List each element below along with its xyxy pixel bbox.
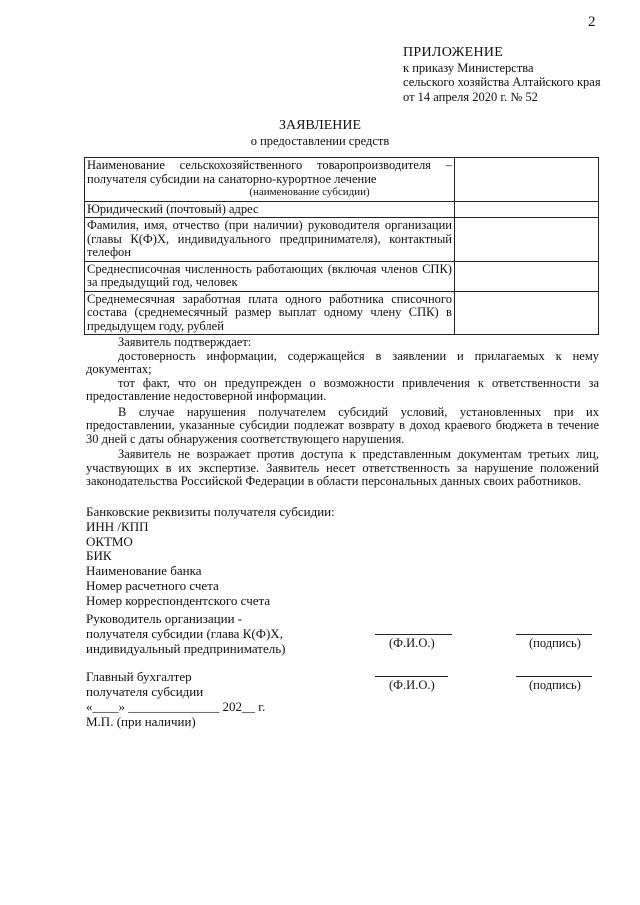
table-cell-value[interactable] — [454, 218, 598, 262]
table-row — [85, 291, 599, 335]
table-cell-label: Среднемесячная заработная плата одного работника списочного состава (среднемесячный размер выплат одному члену СПК) в предыдущем году, рублей — [85, 291, 455, 335]
bank-details-title: Банковские реквизиты получателя субсидии: — [86, 504, 335, 519]
head-signer-line: Руководитель организации - — [86, 611, 243, 626]
table-cell-label: Юридический (почтовый) адрес — [85, 201, 455, 218]
appendix-line: от 14 апреля 2020 г. № 52 — [403, 89, 538, 104]
bank-field: БИК — [86, 548, 112, 564]
confirms-heading: Заявитель подтверждает: — [118, 335, 252, 349]
appendix-line: сельского хозяйства Алтайского края — [403, 75, 601, 89]
signature-line[interactable] — [516, 634, 592, 635]
fio-line[interactable] — [375, 634, 452, 635]
table-cell-value[interactable] — [454, 201, 598, 218]
signature-block — [86, 612, 286, 730]
date-line: «____» ______________ 202__ г. — [86, 698, 266, 714]
document-subtitle: о предоставлении средств — [250, 134, 390, 148]
fio-caption: (Ф.И.О.) — [389, 678, 435, 692]
appendix-line: к приказу Министерства — [403, 60, 534, 75]
declaration-paragraph: тот факт, что он предупрежден о возможности привлечения к ответственности за предоставление недостоверной информации. — [86, 375, 599, 403]
table-row — [85, 158, 599, 202]
signature-caption: (подпись) — [529, 636, 581, 650]
table-cell-label: Среднесписочная численность работающих (включая членов СПК) за предыдущий год, человек — [85, 261, 455, 291]
table-cell-label: Наименование сельскохозяйственного товаропроизводителя – получателя субсидии на санаторно-курортное лечение (наименование субсидии) — [85, 158, 455, 202]
stamp-note: М.П. (при наличии) — [86, 713, 196, 729]
declaration-paragraph: достоверность информации, содержащейся в заявлении и прилагаемых к нему документах; — [86, 348, 599, 376]
bank-field: ИНН /КПП — [86, 518, 149, 534]
table-cell-value[interactable] — [454, 158, 598, 202]
head-signer-line: индивидуальный предприниматель) — [86, 640, 286, 656]
fio-caption: (Ф.И.О.) — [389, 636, 435, 650]
bank-field: Номер расчетного счета — [86, 577, 219, 593]
table-cell-label: Фамилия, имя, отчество (при наличии) руководителя организации (главы К(Ф)Х, индивидуального предпринимателя), контактный телефон — [85, 218, 455, 262]
applicant-info-table — [84, 157, 599, 335]
appendix-header — [403, 46, 601, 104]
signature-caption: (подпись) — [529, 678, 581, 692]
accountant-line: Главный бухгалтер — [86, 669, 192, 685]
bank-details — [86, 505, 335, 609]
bank-field: ОКТМО — [86, 533, 133, 549]
bank-field: Номер корреспондентского счета — [86, 592, 271, 608]
declaration-text — [86, 336, 599, 489]
bank-field: Наименование банка — [86, 563, 202, 579]
fio-line[interactable] — [375, 676, 448, 677]
table-row — [85, 218, 599, 262]
appendix-title: ПРИЛОЖЕНИЕ — [403, 45, 504, 60]
head-signer-line: получателя субсидии (глава К(Ф)Х, — [86, 625, 283, 641]
subsidy-name-note: (наименование субсидии) — [249, 186, 370, 198]
document-title: ЗАЯВЛЕНИЕ — [278, 118, 362, 133]
table-row — [85, 261, 599, 291]
page-number: 2 — [588, 14, 596, 30]
accountant-line: получателя субсидии — [86, 684, 204, 700]
signature-line[interactable] — [516, 676, 592, 677]
table-row — [85, 201, 599, 218]
table-cell-value[interactable] — [454, 261, 598, 291]
declaration-paragraph: В случае нарушения получателем субсидий условий, установленных при их предоставлении, указанные субсидии подлежат возврату в доход краевого бюджета в течение 30 дней с даты обнаружения соответствующего нарушения. — [86, 404, 599, 446]
declaration-paragraph: Заявитель не возражает против доступа к представленным документам третьих лиц, участвующих в их экспертизе. Заявитель несет ответственность за нарушение положений законодательства Российской Федерации в области персональных данных своих работников. — [86, 447, 599, 488]
table-cell-value[interactable] — [454, 291, 598, 335]
